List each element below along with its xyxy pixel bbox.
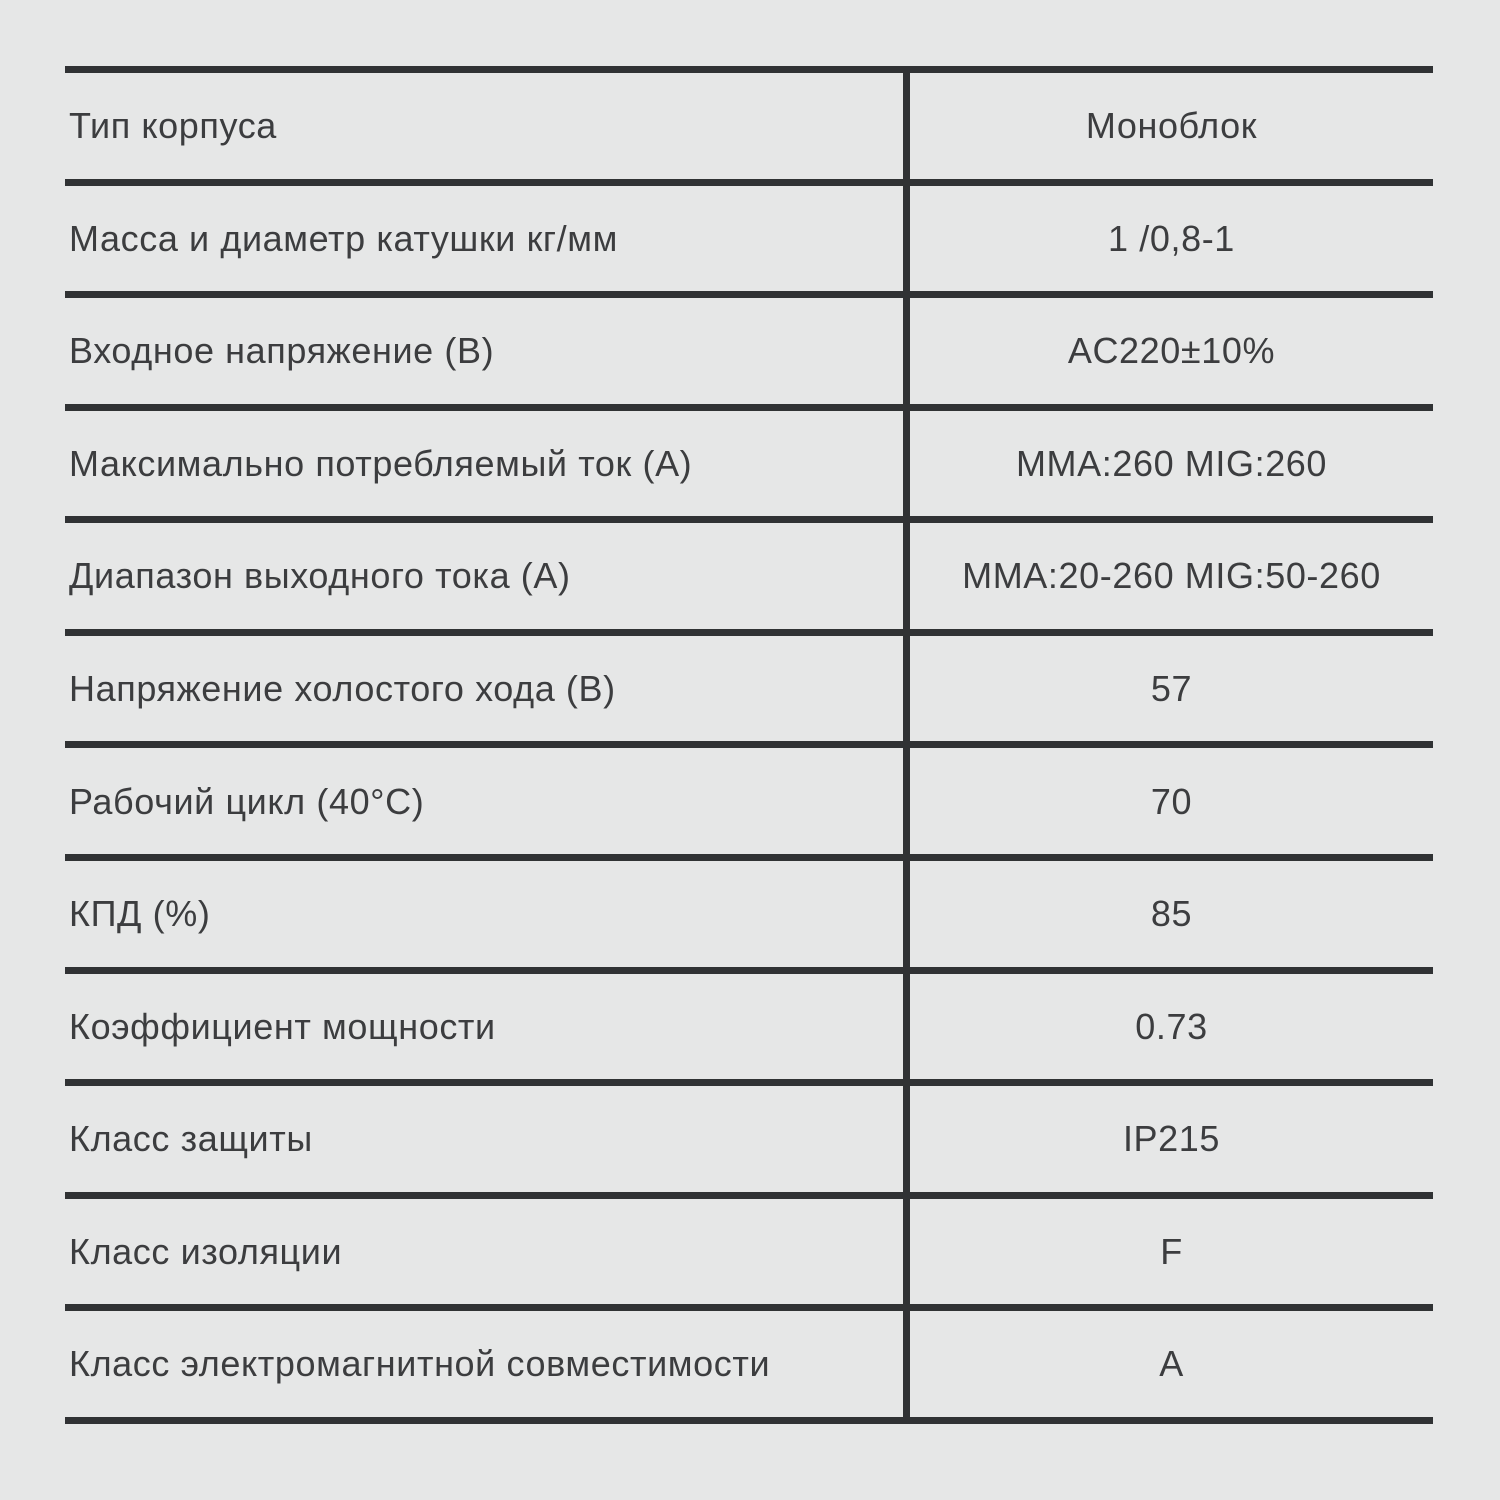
param-value: 57	[1150, 667, 1193, 709]
table-row	[65, 1311, 1433, 1424]
param-value: Моноблок	[1085, 105, 1258, 147]
table-row	[65, 636, 1433, 749]
table-row	[65, 186, 1433, 299]
param-value: IP215	[1122, 1118, 1221, 1160]
table-row	[65, 861, 1433, 974]
param-label: Диапазон выходного тока (А)	[65, 523, 910, 629]
param-label: Тип корпуса	[65, 73, 910, 179]
table-row	[65, 748, 1433, 861]
param-value: F	[1160, 1230, 1183, 1272]
param-label: Класс защиты	[65, 1086, 910, 1192]
param-label: Класс электромагнитной совместимости	[65, 1311, 910, 1417]
param-value: MMA:260 MIG:260	[1015, 442, 1328, 484]
param-value: 0.73	[1135, 1005, 1208, 1047]
spec-table	[65, 66, 1433, 1424]
table-row	[65, 974, 1433, 1087]
param-value: 85	[1150, 893, 1193, 935]
table-row	[65, 1199, 1433, 1312]
param-label: Масса и диаметр катушки кг/мм	[65, 186, 910, 292]
param-value: 70	[1150, 780, 1193, 822]
param-label: Максимально потребляемый ток (А)	[65, 411, 910, 517]
param-value: 1 /0,8-1	[1108, 217, 1235, 259]
param-label: Напряжение холостого хода (В)	[65, 636, 910, 742]
table-row	[65, 73, 1433, 186]
param-label: КПД (%)	[65, 861, 910, 967]
param-value: A	[1159, 1343, 1184, 1385]
param-value: AC220±10%	[1067, 330, 1276, 372]
table-row	[65, 411, 1433, 524]
table-row	[65, 298, 1433, 411]
param-label: Класс изоляции	[65, 1199, 910, 1305]
table-row	[65, 1086, 1433, 1199]
param-label: Входное напряжение (В)	[65, 298, 910, 404]
table-row	[65, 523, 1433, 636]
param-label: Коэффициент мощности	[65, 974, 910, 1080]
param-value: MMA:20-260 MIG:50-260	[962, 555, 1381, 597]
param-label: Рабочий цикл (40°C)	[65, 748, 910, 854]
